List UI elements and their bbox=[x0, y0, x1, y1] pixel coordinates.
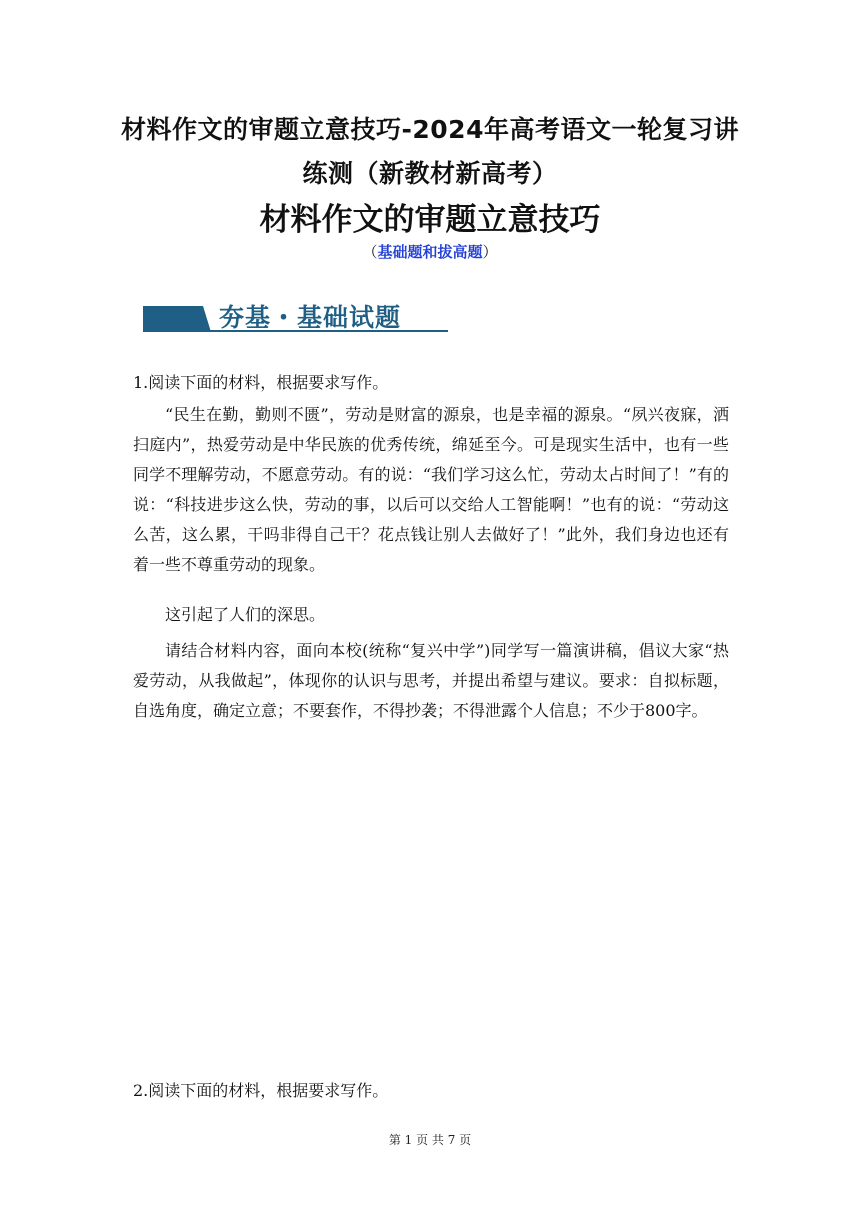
difficulty-tag bbox=[0, 241, 860, 262]
section-banner bbox=[143, 296, 448, 336]
page-footer: 第 1 页 共 7 页 bbox=[388, 1133, 472, 1147]
question-1-material: “民生在勤，勤则不匮”，劳动是财富的源泉，也是幸福的源泉。“夙兴夜寐，洒扫庭内”，热爱劳动是中华民族的优秀传统，绵延至今。可是现实生活中，也有一些同学不理解劳动，不愿意劳动。有的说：“我们学习这么忙，劳动太占时间了！”有的说：“科技进步这么快，劳动的事，以后可以交给人工智能啊！”也有的说：“劳动这么苦，这么累，干吗非得自己干？花点钱让别人去做好了！”此外，我们身边也还有着一些不尊重劳动的现象。 bbox=[133, 405, 729, 574]
question-1-heading: 1.阅读下面的材料，根据要求写作。 bbox=[133, 373, 389, 392]
section-banner-label: 夯基・基础试题 bbox=[219, 303, 402, 332]
question-2-heading: 2.阅读下面的材料，根据要求写作。 bbox=[133, 1081, 389, 1100]
document-subtitle: 材料作文的审题立意技巧 bbox=[259, 202, 601, 238]
tag-close-paren: ） bbox=[482, 243, 498, 261]
document-title: 材料作文的审题立意技巧-2024年高考语文一轮复习讲练测（新教材新高考） bbox=[121, 115, 739, 188]
question-1-reflection: 这引起了人们的深思。 bbox=[165, 605, 326, 624]
tag-open-paren: （ bbox=[362, 243, 378, 261]
tag-label: 基础题和拔高题 bbox=[377, 243, 483, 261]
question-1-requirements: 请结合材料内容，面向本校(统称“复兴中学”)同学写一篇演讲稿，倡议大家“热爱劳动，从我做起”，体现你的认识与思考，并提出希望与建议。要求：自拟标题，自选角度，确定立意；不要套作，不得抄袭；不得泄露个人信息；不少于800字。 bbox=[133, 641, 729, 720]
